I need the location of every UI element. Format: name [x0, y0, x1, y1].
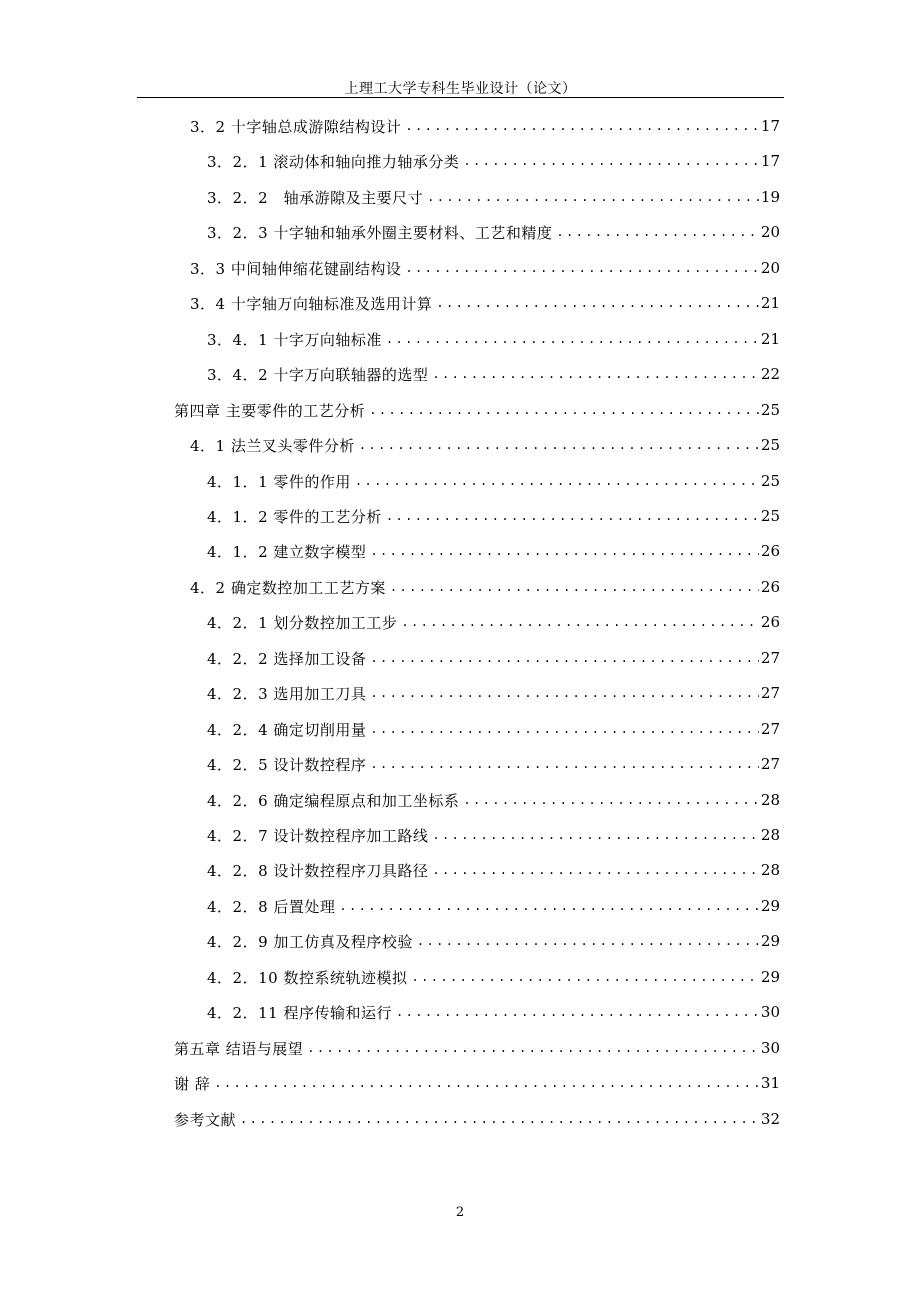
toc-dot-leader — [355, 468, 759, 494]
toc-entry-page: 26 — [760, 578, 780, 596]
toc-entry-page: 30 — [760, 1003, 780, 1021]
toc-entry-title: 4．2．4 确定切削用量 — [207, 720, 367, 739]
toc-entry-title: 第四章 主要零件的工艺分析 — [174, 401, 366, 420]
toc-entry[interactable] — [207, 538, 780, 564]
toc-dot-leader — [463, 787, 759, 813]
toc-entry-title: 4．2．8 后置处理 — [207, 897, 336, 916]
toc-dot-leader — [427, 184, 759, 210]
toc-entry-page: 19 — [760, 188, 780, 206]
toc-entry-title: 3．2．3 十字轴和轴承外圈主要材料、工艺和精度 — [207, 223, 553, 242]
toc-dot-leader — [386, 326, 759, 352]
toc-entry-title: 3．3 中间轴伸缩花键副结构设 — [190, 259, 402, 278]
toc-entry[interactable] — [174, 397, 780, 423]
toc-entry-title: 第五章 结语与展望 — [174, 1039, 304, 1058]
toc-entry-title: 4．2．8 设计数控程序刀具路径 — [207, 861, 429, 880]
toc-entry-title: 4．2．10 数控系统轨迹模拟 — [207, 968, 408, 987]
toc-entry-page: 31 — [760, 1074, 780, 1092]
toc-entry-page: 29 — [760, 932, 780, 950]
toc-entry-page: 20 — [760, 259, 780, 277]
toc-entry-title: 4．2．3 选用加工刀具 — [207, 684, 367, 703]
toc-entry-title: 3．2．1 滚动体和轴向推力轴承分类 — [207, 152, 460, 171]
toc-entry[interactable] — [207, 361, 780, 387]
toc-entry-page: 27 — [760, 720, 780, 738]
toc-entry-title: 谢 辞 — [174, 1074, 211, 1093]
toc-entry[interactable] — [207, 999, 780, 1025]
toc-entry[interactable] — [207, 964, 780, 990]
toc-dot-leader — [401, 609, 759, 635]
toc-dot-leader — [396, 999, 759, 1025]
toc-entry-title: 4．2 确定数控加工工艺方案 — [190, 578, 386, 597]
toc-dot-leader — [411, 964, 758, 990]
toc-entry-page: 28 — [760, 826, 780, 844]
toc-entry-page: 28 — [760, 861, 780, 879]
toc-entry-page: 25 — [760, 472, 780, 490]
toc-entry[interactable] — [207, 857, 780, 883]
toc-entry-page: 26 — [760, 613, 780, 631]
toc-entry[interactable] — [174, 1035, 780, 1061]
toc-dot-leader — [405, 255, 759, 281]
toc-entry-page: 27 — [760, 684, 780, 702]
header-rule — [137, 97, 784, 98]
toc-entry[interactable] — [190, 432, 780, 458]
toc-entry-title: 3．4．2 十字万向联轴器的选型 — [207, 365, 429, 384]
toc-entry[interactable] — [207, 503, 780, 529]
toc-dot-leader — [370, 538, 759, 564]
toc-entry[interactable] — [207, 893, 780, 919]
toc-dot-leader — [370, 680, 759, 706]
toc-entry-title: 4．1．2 建立数字模型 — [207, 542, 367, 561]
toc-dot-leader — [214, 1070, 759, 1096]
toc-entry-title: 4．2．7 设计数控程序加工路线 — [207, 826, 429, 845]
toc-entry-title: 4．2．6 确定编程原点和加工坐标系 — [207, 791, 460, 810]
toc-dot-leader — [370, 716, 759, 742]
toc-dot-leader — [432, 361, 759, 387]
toc-entry-page: 20 — [760, 223, 780, 241]
toc-entry-page: 21 — [760, 294, 780, 312]
toc-dot-leader — [463, 148, 759, 174]
toc-entry[interactable] — [174, 1106, 780, 1132]
toc-entry[interactable] — [207, 184, 780, 210]
toc-entry[interactable] — [207, 822, 780, 848]
toc-entry-title: 4．1．1 零件的作用 — [207, 472, 351, 491]
toc-dot-leader — [359, 432, 759, 458]
toc-entry-title: 3．4 十字轴万向轴标准及选用计算 — [190, 294, 433, 313]
toc-entry[interactable] — [207, 326, 780, 352]
toc-dot-leader — [369, 397, 759, 423]
toc-entry[interactable] — [190, 113, 780, 139]
toc-dot-leader — [370, 645, 759, 671]
toc-dot-leader — [432, 822, 759, 848]
toc-entry[interactable] — [207, 219, 780, 245]
toc-entry-title: 4．1．2 零件的工艺分析 — [207, 507, 382, 526]
toc-entry[interactable] — [207, 751, 780, 777]
toc-entry-page: 25 — [760, 507, 780, 525]
toc-entry[interactable] — [207, 928, 780, 954]
toc-dot-leader — [386, 503, 759, 529]
toc-entry-page: 17 — [760, 117, 780, 135]
toc-entry-page: 17 — [760, 152, 780, 170]
toc-dot-leader — [556, 219, 759, 245]
toc-entry-page: 28 — [760, 791, 780, 809]
toc-entry-title: 4．2．5 设计数控程序 — [207, 755, 367, 774]
toc-entry-page: 32 — [760, 1110, 780, 1128]
toc-entry-page: 29 — [760, 968, 780, 986]
toc-entry-page: 30 — [760, 1039, 780, 1057]
toc-entry[interactable] — [174, 1070, 780, 1096]
toc-entry-title: 参考文献 — [174, 1110, 237, 1129]
toc-entry-title: 3．2．2 轴承游隙及主要尺寸 — [207, 188, 424, 207]
toc-entry-title: 4．2．1 划分数控加工工步 — [207, 613, 398, 632]
toc-dot-leader — [432, 857, 759, 883]
toc-entry[interactable] — [190, 255, 780, 281]
toc-entry-title: 4．2．2 选择加工设备 — [207, 649, 367, 668]
toc-entry-page: 25 — [760, 401, 780, 419]
toc-entry[interactable] — [190, 574, 780, 600]
toc-entry-page: 29 — [760, 897, 780, 915]
toc-dot-leader — [307, 1035, 759, 1061]
running-header: 上理工大学专科生毕业设计（论文） — [344, 81, 577, 97]
toc-dot-leader — [436, 290, 759, 316]
toc-dot-leader — [417, 928, 759, 954]
toc-dot-leader — [370, 751, 759, 777]
toc-entry-title: 4．2．9 加工仿真及程序校验 — [207, 932, 413, 951]
toc-entry-page: 25 — [760, 436, 780, 454]
toc-dot-leader — [390, 574, 759, 600]
toc-entry-title: 3．2 十字轴总成游隙结构设计 — [190, 117, 402, 136]
toc-entry-title: 3．4．1 十字万向轴标准 — [207, 330, 382, 349]
toc-entry[interactable] — [207, 716, 780, 742]
toc-entry-title: 4．2．11 程序传输和运行 — [207, 1003, 392, 1022]
toc-dot-leader — [240, 1106, 759, 1132]
toc-entry-page: 26 — [760, 542, 780, 560]
toc-entry[interactable] — [207, 645, 780, 671]
toc-entry-page: 27 — [760, 649, 780, 667]
toc-entry[interactable] — [207, 680, 780, 706]
toc-entry-title: 4．1 法兰叉头零件分析 — [190, 436, 355, 455]
toc-entry[interactable] — [207, 148, 780, 174]
toc-dot-leader — [339, 893, 759, 919]
toc-entry[interactable] — [207, 468, 780, 494]
toc-entry-page: 21 — [760, 330, 780, 348]
toc-dot-leader — [405, 113, 759, 139]
toc-entry-page: 27 — [760, 755, 780, 773]
toc-entry[interactable] — [190, 290, 780, 316]
page-number: 2 — [455, 1205, 465, 1220]
toc-entry[interactable] — [207, 609, 780, 635]
toc-entry-page: 22 — [760, 365, 780, 383]
toc-entry[interactable] — [207, 787, 780, 813]
